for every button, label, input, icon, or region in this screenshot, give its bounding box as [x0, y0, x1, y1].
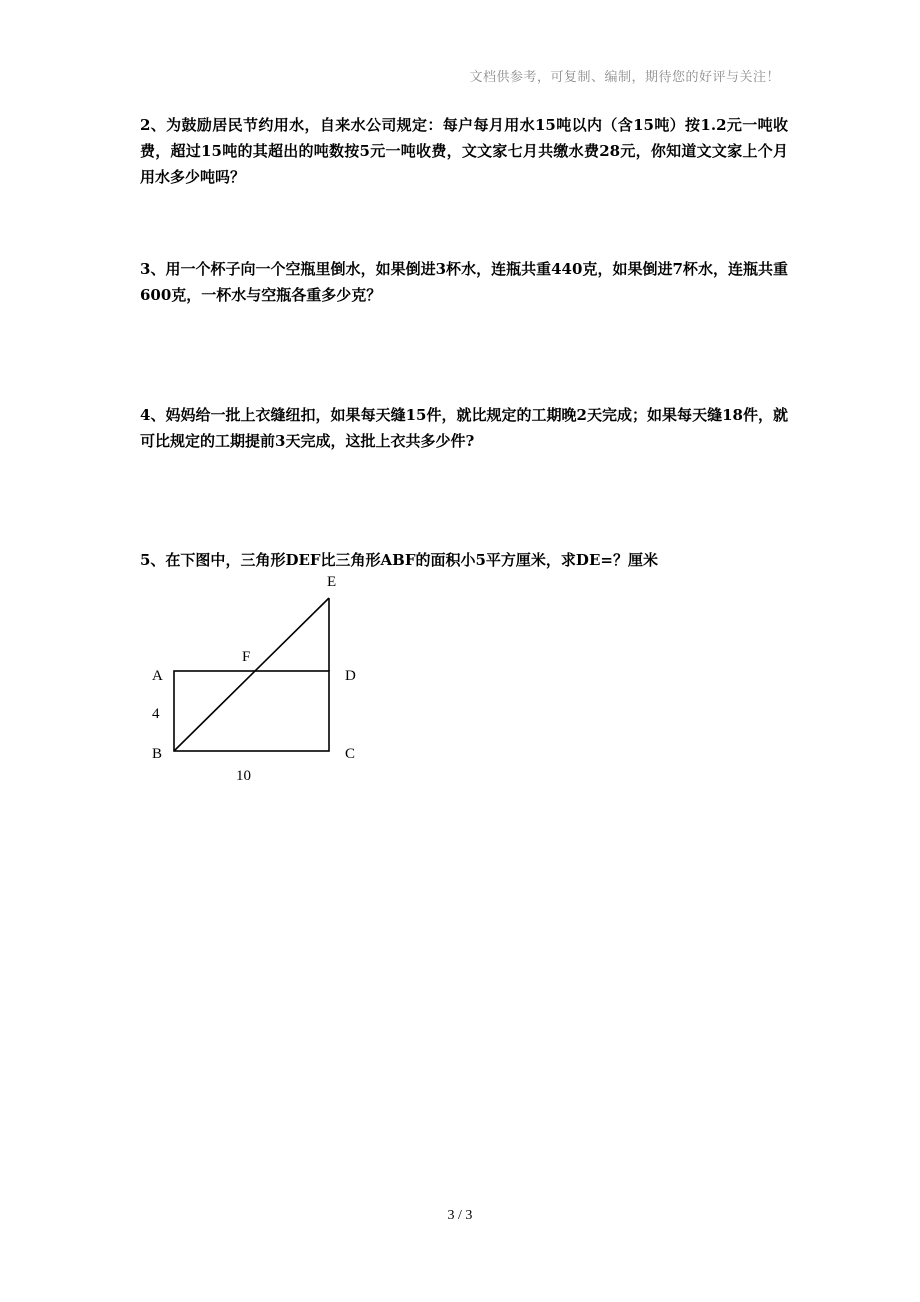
- label-side-ab: 4: [152, 706, 160, 722]
- geometry-figure: [140, 570, 380, 790]
- label-e: E: [327, 574, 337, 590]
- geometry-diagram: [140, 570, 380, 790]
- problem-4: 4、妈妈给一批上衣缝纽扣，如果每天缝15件，就比规定的工期晚2天完成；如果每天缝18件，就可比规定的工期提前3天完成，这批上衣共多少件?: [140, 406, 788, 450]
- label-d: D: [345, 668, 356, 684]
- label-c: C: [345, 746, 356, 762]
- rectangle-abcd: [174, 671, 329, 751]
- segment-be: [174, 598, 329, 751]
- header-note: 文档供参考，可复制、编制，期待您的好评与关注！: [469, 70, 780, 85]
- label-b: B: [152, 746, 163, 762]
- page-number: 3 / 3: [447, 1208, 473, 1223]
- problem-3: 3、用一个杯子向一个空瓶里倒水，如果倒进3杯水，连瓶共重440克，如果倒进7杯水，连瓶共重600克，一杯水与空瓶各重多少克？: [140, 260, 788, 304]
- label-f: F: [242, 649, 251, 665]
- problem-5: 5、在下图中，三角形DEF比三角形ABF的面积小5平方厘米，求DE=？厘米: [140, 551, 658, 569]
- label-a: A: [152, 668, 163, 684]
- label-side-bc: 10: [236, 768, 251, 784]
- problem-2: 2、为鼓励居民节约用水，自来水公司规定：每户每月用水15吨以内（含15吨）按1.2元一吨收费，超过15吨的其超出的吨数按5元一吨收费，文文家七月共缴水费28元，你知道文文家上个月用水多少吨吗？: [140, 116, 788, 186]
